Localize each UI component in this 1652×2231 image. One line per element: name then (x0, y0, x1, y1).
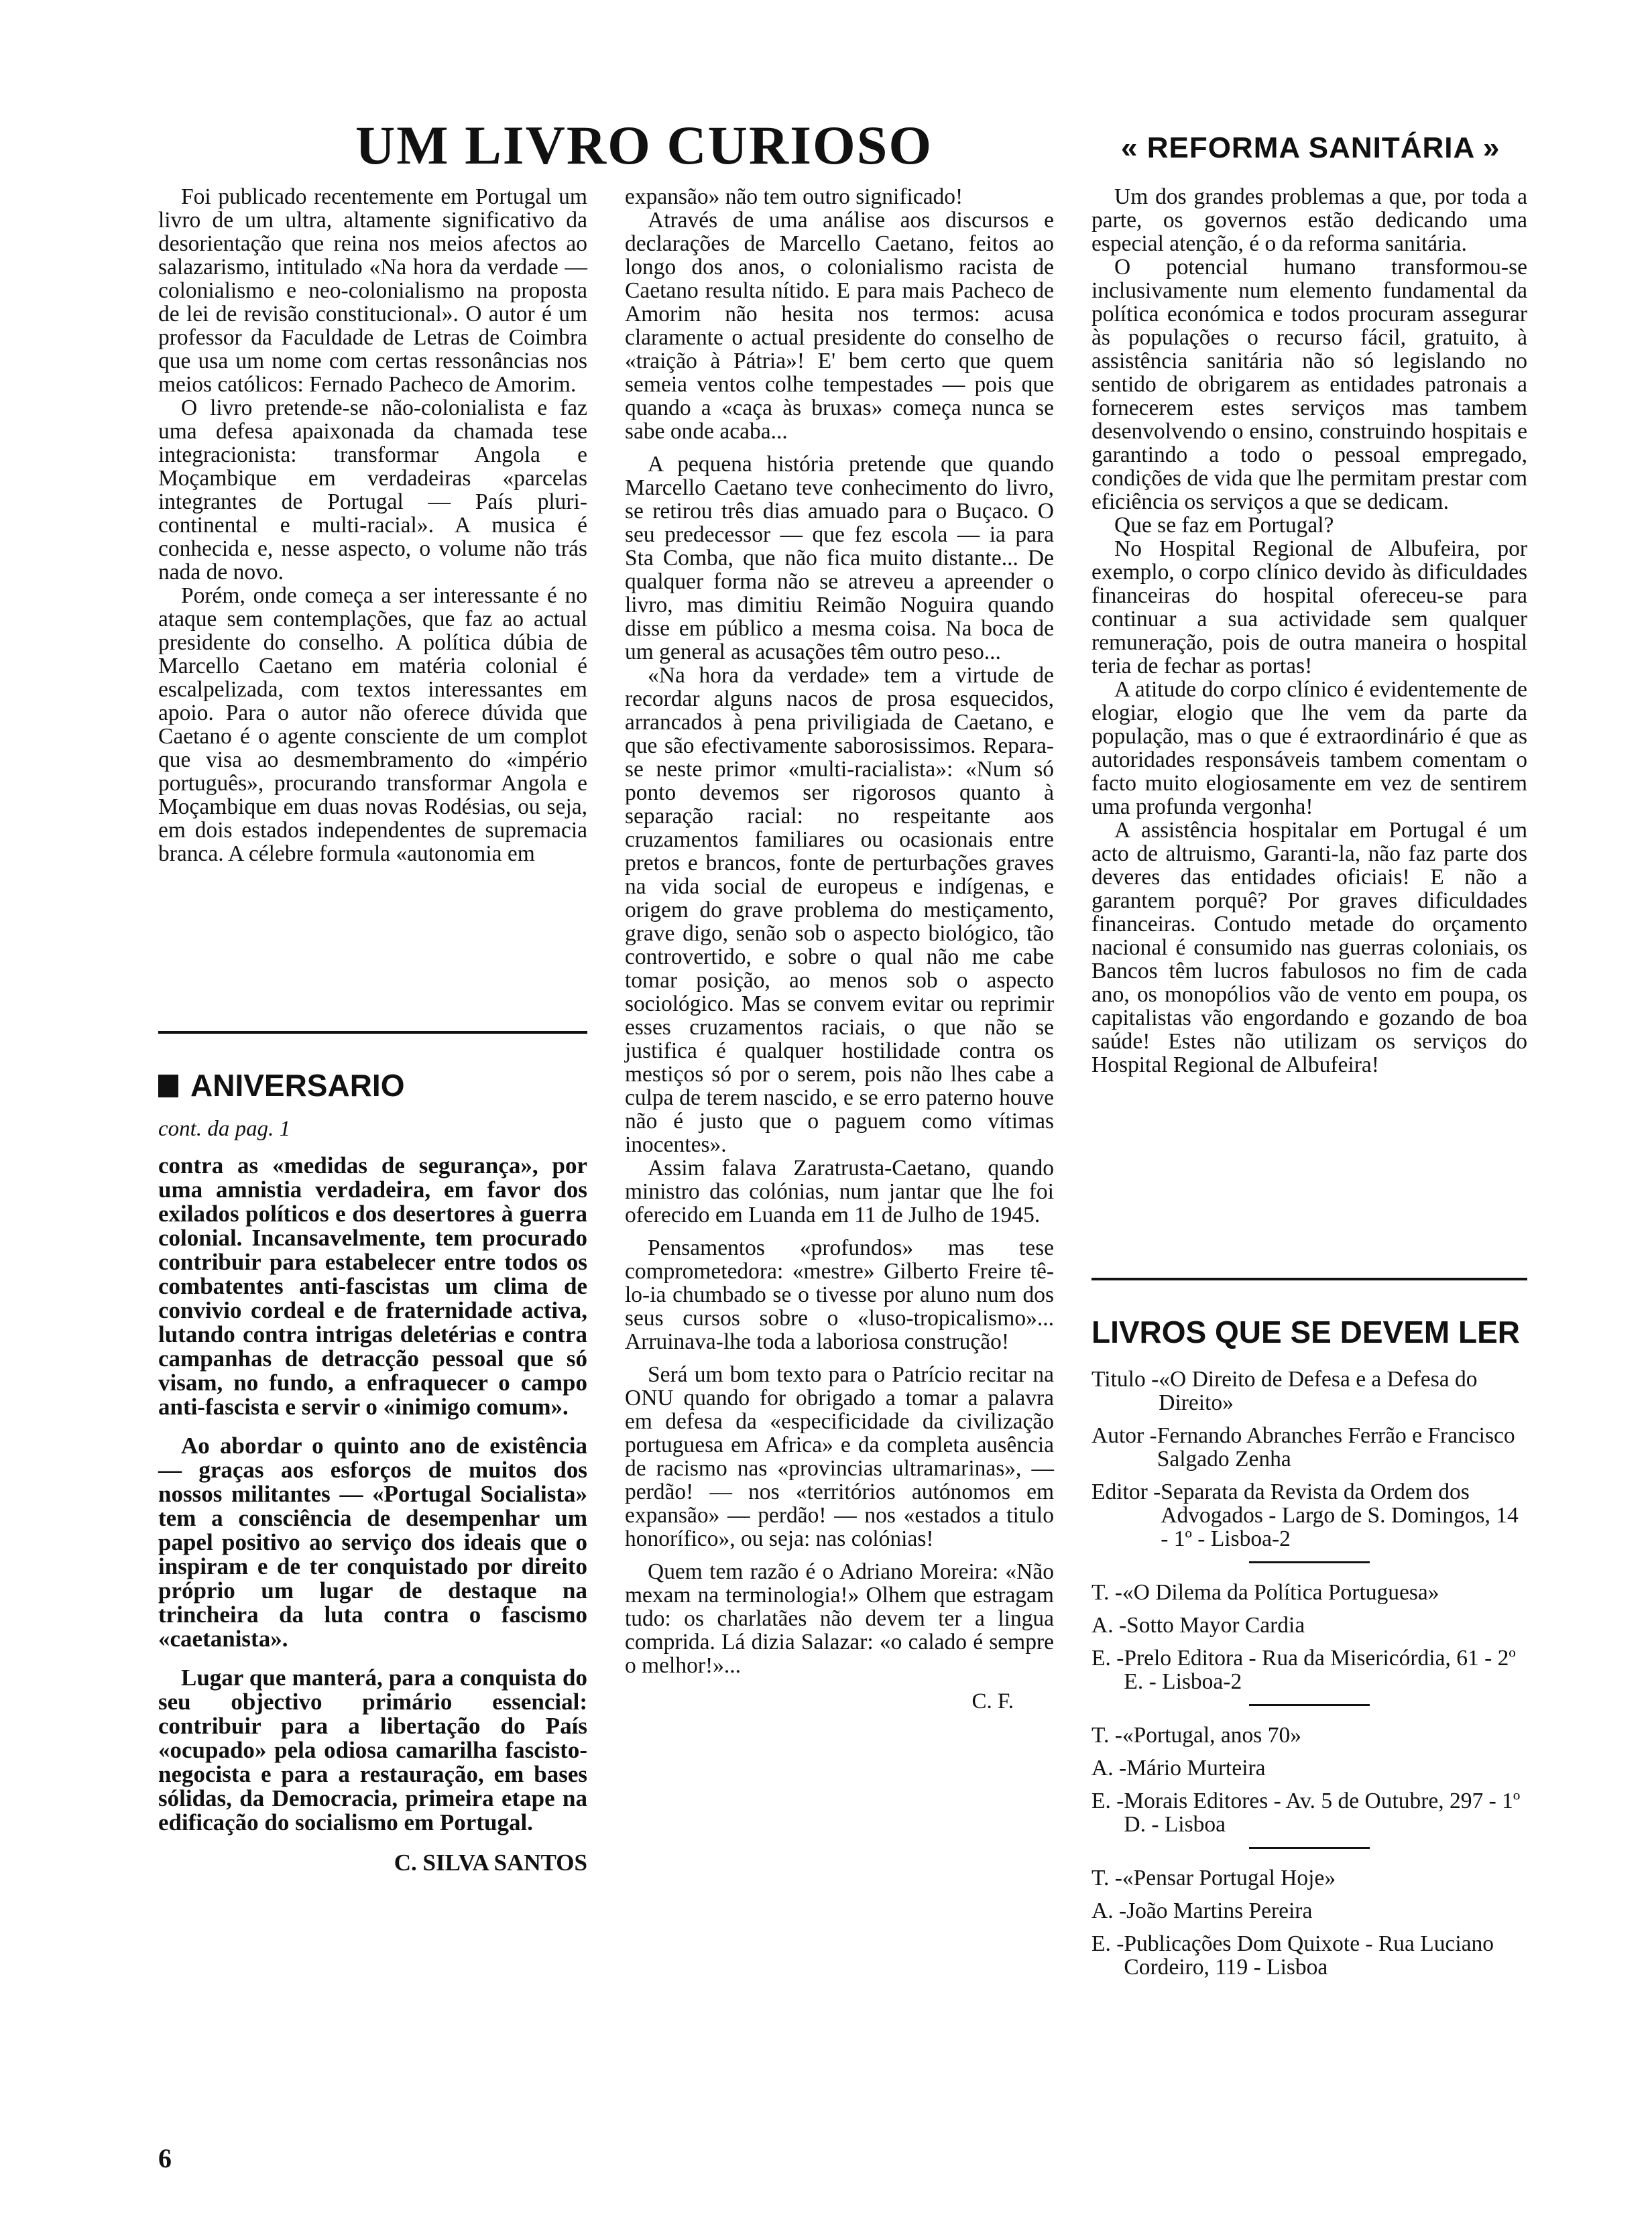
reforma-title: « REFORMA SANITÁRIA » (1121, 131, 1500, 164)
article-body-left (158, 185, 587, 865)
paragraph: Pensamentos «profundos» mas tese comprometedora: «mestre» Gilberto Freire tê-lo-ia chumbado se o tivesse por aluno num dos seus cursos sobre o «luso-tropicalismo»... Arruinava-lhe toda a laboriosa construção! (625, 1235, 1054, 1354)
field-label: E. - (1092, 1646, 1124, 1671)
field-label: Editor - (1092, 1480, 1161, 1504)
column-right (1092, 185, 1527, 1077)
field-label: E. - (1092, 1789, 1124, 1813)
paragraph: contra as «medidas de segurança», por uma amnistia verdadeira, em favor dos exilados políticos e dos desertores à guerra colonial. Incansavelmente, tem procurado contribuir para estabelecer entre todos os combatentes anti-fascistas um clima de convivio cordeal e de fraternidade activa, lutando contra intrigas deletérias e contra campanhas de detracção pessoal que só visam, no fundo, a enfraquecer o campo anti-fascista e servir o «inimigo comum». (158, 1152, 587, 1420)
paragraph: Através de uma análise aos discursos e declarações de Marcello Caetano, feitos ao longo dos anos, o colonialismo racista de Caetano resulta nítido. E para mais Pacheco de Amorim não hesita nos termos: acusa claramente o actual presidente do conselho de «traição à Pátria»! E' bem certo que quem semeia ventos colhe tempestades — pois que quando a «caça às bruxas» começa nunca se sabe onde acaba... (625, 208, 1054, 444)
field-label: T. - (1092, 1580, 1122, 1605)
aniversario-signature: C. SILVA SANTOS (394, 1850, 587, 1876)
aniversario-section (158, 1067, 587, 1876)
aniversario-body (158, 1154, 587, 1835)
field-label: T. - (1092, 1866, 1122, 1890)
book-author-row (1092, 1899, 1527, 1923)
book-divider (1249, 1704, 1370, 1706)
field-label: Autor - (1092, 1423, 1157, 1448)
paragraph: «Na hora da verdade» tem a virtude de recordar alguns nacos de prosa esquecidos, arrancados à pena priviligiada de Caetano, e que são efectivamente saborosissimos. Repara-se neste primor «multi-racialista»: «Num só ponto devemos ser rigorosos quanto à separação racial: no respeitante aos cruzamentos familiares ou ocasionais entre pretos e brancos, fonte de perturbações graves na vida social de europeus e indígenas, e origem do grave problema do mestiçamento, grave digo, senão sob o aspecto biológico, tão controvertido, e sobre o qual não me cabe tomar posição, ao menos sob o aspecto sociológico. Mas se convem evitar ou reprimir esses cruzamentos raciais, o que não se justifica é qualquer hostilidade contra os mestiços só por o serem, pois não lhes cabe a culpa de terem nascido, e se erro paterno houve não é justo que o paguem como vítimas inocentes». (625, 663, 1054, 1157)
book-title-row (1092, 1866, 1527, 1890)
section-divider (158, 1031, 587, 1034)
livros-heading: LIVROS QUE SE DEVEM LER (1092, 1315, 1520, 1349)
field-value: «O Direito de Defesa e a Defesa do Direito» (1159, 1367, 1478, 1415)
book-author-row (1092, 1424, 1527, 1471)
heading-label: ANIVERSARIO (190, 1068, 405, 1103)
article-title: UM LIVRO CURIOSO (355, 115, 933, 176)
page-number: 6 (158, 2143, 172, 2173)
paragraph: Lugar que manterá, para a conquista do seu objectivo primário essencial: contribuir para a libertação do País «ocupado» pela odiosa camarilha fascisto-negocista e para a restauração, em bases sólidas, da Democracia, primeira etape na edificação do socialismo em Portugal. (158, 1665, 587, 1835)
paragraph: O livro pretende-se não-colonialista e faz uma defesa apaixonada da chamada tese integracionista: transformar Angola e Moçambique em verdadeiras «parcelas integrantes de Portugal — País pluri-continental e multi-racial». A musica é conhecida e, nesse aspecto, o volume não trás nada de novo. (158, 396, 587, 585)
paragraph: Um dos grandes problemas a que, por toda a parte, os governos estão dedicando uma especial atenção, é o da reforma sanitária. (1092, 184, 1527, 256)
paragraph: Será um bom texto para o Patrício recitar na ONU quando for obrigado a tomar a palavra em defesa da «especificidade da civilização portuguesa em Africa» e da completa ausência de racismo nas «provincias ultramarinas», — perdão! — nos «territórios autónomos em expansão» — perdão! — nos «estados a titulo honorífico», ou seja: nas colónias! (625, 1362, 1054, 1551)
field-value: «Portugal, anos 70» (1122, 1723, 1301, 1748)
book-entry (1092, 1368, 1527, 1551)
field-label: A. - (1092, 1898, 1127, 1923)
field-value: «Pensar Portugal Hoje» (1122, 1866, 1336, 1890)
paragraph: expansão» não tem outro significado! (625, 184, 963, 209)
paragraph: Assim falava Zaratrusta-Caetano, quando ministro das colónias, num jantar que lhe foi oferecido em Luanda em 11 de Julho de 1945. (625, 1156, 1054, 1227)
field-label: E. - (1092, 1931, 1124, 1956)
aniversario-heading (158, 1067, 587, 1103)
paragraph: A atitude do corpo clínico é evidentemente de elogiar, elogio que lhe vem da parte da população, mas o que é extraordinário é que as autoridades responsáveis tambem comentam o facto muito elogiosamente em vez de sentirem uma profunda vergonha! (1092, 677, 1527, 819)
field-value: Prelo Editora - Rua da Misericórdia, 61 - 2º E. - Lisboa-2 (1124, 1646, 1516, 1694)
field-value: Fernando Abranches Ferrão e Francisco Salgado Zenha (1157, 1423, 1515, 1471)
livros-section (1092, 1314, 1527, 1988)
book-author-row (1092, 1756, 1527, 1780)
field-value: «O Dilema da Política Portuguesa» (1122, 1580, 1439, 1605)
paragraph: Que se faz em Portugal? (1114, 513, 1334, 538)
section-divider (1092, 1278, 1527, 1280)
article-body-middle (625, 185, 1054, 1677)
field-value: Mário Murteira (1126, 1756, 1266, 1781)
column-left (158, 185, 587, 865)
square-bullet-icon (158, 1075, 178, 1097)
paragraph: Porém, onde começa a ser interessante é no ataque sem contemplações, que faz ao actual presidente do conselho. A política dúbia de Marcello Caetano em matéria colonial é escalpelizada, com textos interessantes em apoio. Para o autor não oferece dúvida que Caetano é o agente consciente de um complot que visa ao desmembramento do «império português», procurando transformar Angola e Moçambique em duas novas Rodésias, ou seja, em dois estados independentes de supremacia branca. A célebre formula «autonomia em (158, 583, 587, 866)
book-title-row (1092, 1581, 1527, 1604)
book-entry (1092, 1581, 1527, 1693)
field-value: Publicações Dom Quixote - Rua Luciano Cordeiro, 119 - Lisboa (1124, 1931, 1494, 1980)
book-author-row (1092, 1614, 1527, 1637)
book-editor-row (1092, 1480, 1527, 1551)
paragraph: O potencial humano transformou-se inclusivamente num elemento fundamental da política económica e todos procuram assegurar às populações o recurso fácil, gratuito, à assistência sanitária não só legislando no sentido de obrigarem as entidades patronais a fornecerem estes serviços mas tambem desenvolvendo o ensino, construindo hospitais e garantindo a todo o pessoal empregado, condições de vida que lhe permitam prestar com eficiência os serviços a que se dedicam. (1092, 255, 1527, 514)
field-label: A. - (1092, 1756, 1127, 1781)
field-value: Morais Editores - Av. 5 de Outubre, 297 - 1º D. - Lisboa (1124, 1789, 1521, 1837)
paragraph: A pequena história pretende que quando Marcello Caetano teve conhecimento do livro, se retirou três dias amuado para o Buçaco. O seu predecessor — que fez escola — ia para Sta Comba, que não fica muito distante... De qualquer forma não se atreveu a apreender o livro, mas dimitiu Reimão Noguira quando disse em público a mesma coisa. Na boca de um general as acusações têm outro peso... (625, 452, 1054, 664)
column-middle (625, 185, 1054, 1714)
field-value: João Martins Pereira (1126, 1898, 1313, 1923)
field-label: Titulo - (1092, 1367, 1159, 1392)
continued-note: cont. da pag. 1 (158, 1117, 291, 1141)
book-entry (1092, 1724, 1527, 1836)
paragraph: A assistência hospitalar em Portugal é um acto de altruismo, Garanti-la, não faz parte dos deveres das entidades oficiais! E não a garantem porquê? Por graves dificuldades financeiras. Contudo metade do orçamento nacional é consumido nas guerras coloniais, os Bancos têm lucros fabulosos no fim de cada ano, os monopólios vão de vento em poupa, os capitalistas vão engordando e gozando de boa saúde! Estes não utilizam os serviços do Hospital Regional de Albufeira! (1092, 818, 1527, 1077)
book-editor-row (1092, 1789, 1527, 1836)
reforma-body (1092, 185, 1527, 1077)
field-label: A. - (1092, 1613, 1127, 1638)
paragraph: No Hospital Regional de Albufeira, por exemplo, o corpo clínico devido às dificuldades financeiras do hospital ofereceu-se para continuar a sua actividade sem qualquer remuneração, pois de outra maneira o hospital teria de fechar as portas! (1092, 536, 1527, 678)
book-entry (1092, 1866, 1527, 1979)
book-divider (1249, 1847, 1370, 1849)
field-value: Separata da Revista da Ordem dos Advogados - Largo de S. Domingos, 14 - 1º - Lisboa-2 (1161, 1480, 1519, 1551)
book-divider (1249, 1561, 1370, 1563)
paragraph: Quem tem razão é o Adriano Moreira: «Não mexam na terminologia!» Olhem que estragam tudo: os charlatães não devem ter a lingua comprida. Lá dizia Salazar: «o calado é sempre o melhor!»... (625, 1559, 1054, 1678)
book-title-row (1092, 1368, 1527, 1414)
paragraph: Foi publicado recentemente em Portugal um livro de um ultra, altamente significativo da desorientação que reina nos meios afectos ao salazarismo, intitulado «Na hora da verdade — colonialismo e neo-colonialismo na proposta de lei de revisão constitucional». O autor é um professor da Faculdade de Letras de Coimbra que usa um nome com certas ressonâncias nos meios católicos: Fernado Pacheco de Amorim. (158, 184, 587, 397)
field-label: T. - (1092, 1723, 1122, 1748)
book-title-row (1092, 1724, 1527, 1747)
book-editor-row (1092, 1932, 1527, 1979)
paragraph: Ao abordar o quinto ano de existência — graças aos esforços de muitos dos nossos militantes — «Portugal Socialista» tem a consciência de desempenhar um papel positivo ao serviço dos ideais que o inspiram e de ter conquistado por direito próprio um lugar de destaque na trincheira da luta contra o fascismo «caetanista». (158, 1433, 587, 1652)
field-value: Sotto Mayor Cardia (1126, 1613, 1305, 1638)
book-editor-row (1092, 1646, 1527, 1693)
article-signature: C. F. (971, 1689, 1014, 1713)
